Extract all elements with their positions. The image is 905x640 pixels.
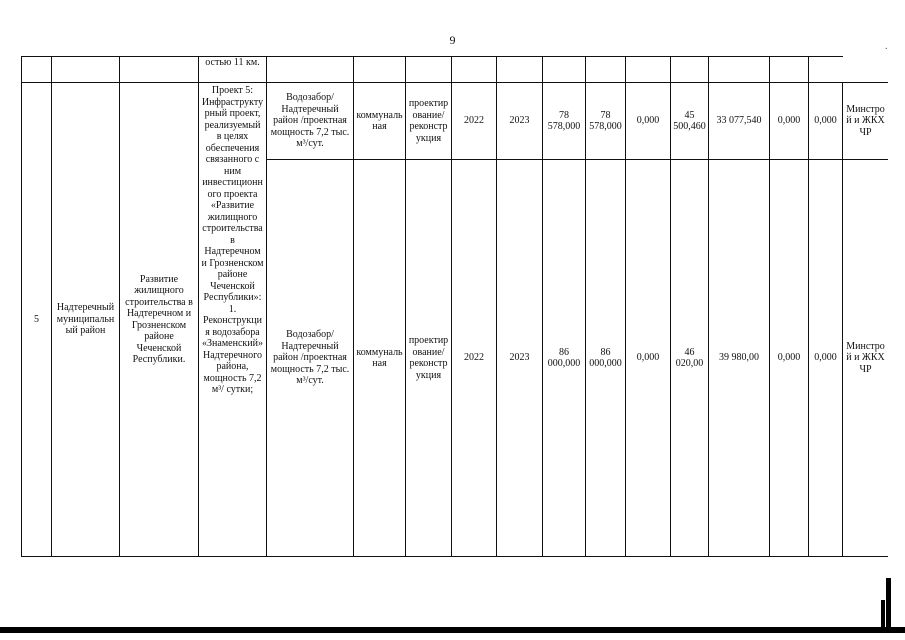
table-row-continuation — [22, 57, 889, 83]
cell-project-description: Проект 5: Инфраструктурный проект, реализуемый в целях обеспечения связанного с ним инвестиционного проекта «Развитие жилищного строительства в Надтеречном и Грозненском районе Чеченской Республики»: 1. Реконструкция водозабора «Знаменский» Надтеречного района, мощность 7,2 м³/ сутки; — [199, 83, 267, 557]
cell-empty — [452, 57, 497, 83]
cell-value-1: 78 578,000 — [586, 83, 626, 160]
cell-type: коммунальная — [354, 83, 406, 160]
cell-end-year: 2023 — [497, 83, 543, 160]
cell-value-4: 33 077,540 — [709, 83, 770, 160]
cell-project-continued: остью 11 км. — [199, 57, 267, 83]
cell-total: 78 578,000 — [543, 83, 586, 160]
cell-value-6: 0,000 — [809, 83, 843, 160]
cell-start-year: 2022 — [452, 160, 497, 557]
scan-mark: . — [885, 41, 888, 52]
cell-row-number: 5 — [22, 83, 52, 557]
cell-value-6: 0,000 — [809, 160, 843, 557]
cell-program: Развитие жилищного строительства в Надтеречном и Грозненском районе Чеченской Республики. — [120, 83, 199, 557]
scan-edge-mark — [886, 578, 891, 632]
cell-end-year: 2023 — [497, 160, 543, 557]
cell-type: коммунальная — [354, 160, 406, 557]
cell-total: 86 000,000 — [543, 160, 586, 557]
cell-empty — [770, 57, 809, 83]
cell-district: Надтеречный муниципальный район — [52, 83, 120, 557]
cell-empty — [626, 57, 671, 83]
cell-empty — [406, 57, 452, 83]
page-number: 9 — [449, 33, 456, 47]
cell-stage: проектирование/реконструкция — [406, 160, 452, 557]
cell-object: Водозабор/ Надтеречный район /проектная мощность 7,2 тыс. м³/сут. — [267, 83, 354, 160]
cell-empty — [52, 57, 120, 83]
cell-empty — [22, 57, 52, 83]
scan-edge-mark — [881, 600, 885, 630]
data-table — [21, 56, 888, 557]
cell-value-4: 39 980,00 — [709, 160, 770, 557]
cell-empty — [709, 57, 770, 83]
cell-value-3: 45 500,460 — [671, 83, 709, 160]
cell-start-year: 2022 — [452, 83, 497, 160]
cell-empty — [497, 57, 543, 83]
cell-value-2: 0,000 — [626, 83, 671, 160]
cell-empty — [267, 57, 354, 83]
cell-stage: проектирование/реконструкция — [406, 83, 452, 160]
cell-empty — [354, 57, 406, 83]
cell-value-5: 0,000 — [770, 160, 809, 557]
cell-value-3: 46 020,00 — [671, 160, 709, 557]
table-row-sub1 — [22, 83, 889, 160]
cell-value-5: 0,000 — [770, 83, 809, 160]
scan-bottom-border — [0, 627, 905, 633]
cell-object: Водозабор/ Надтеречный район /проектная мощность 7,2 тыс. м³/сут. — [267, 160, 354, 557]
cell-empty — [809, 57, 843, 83]
cell-empty — [586, 57, 626, 83]
cell-organization: Минстрой и ЖКХ ЧР — [843, 160, 889, 557]
cell-organization: Минстрой и ЖКХ ЧР — [843, 83, 889, 160]
cell-empty — [543, 57, 586, 83]
cell-empty — [671, 57, 709, 83]
cell-value-1: 86 000,000 — [586, 160, 626, 557]
cell-empty — [120, 57, 199, 83]
cell-value-2: 0,000 — [626, 160, 671, 557]
